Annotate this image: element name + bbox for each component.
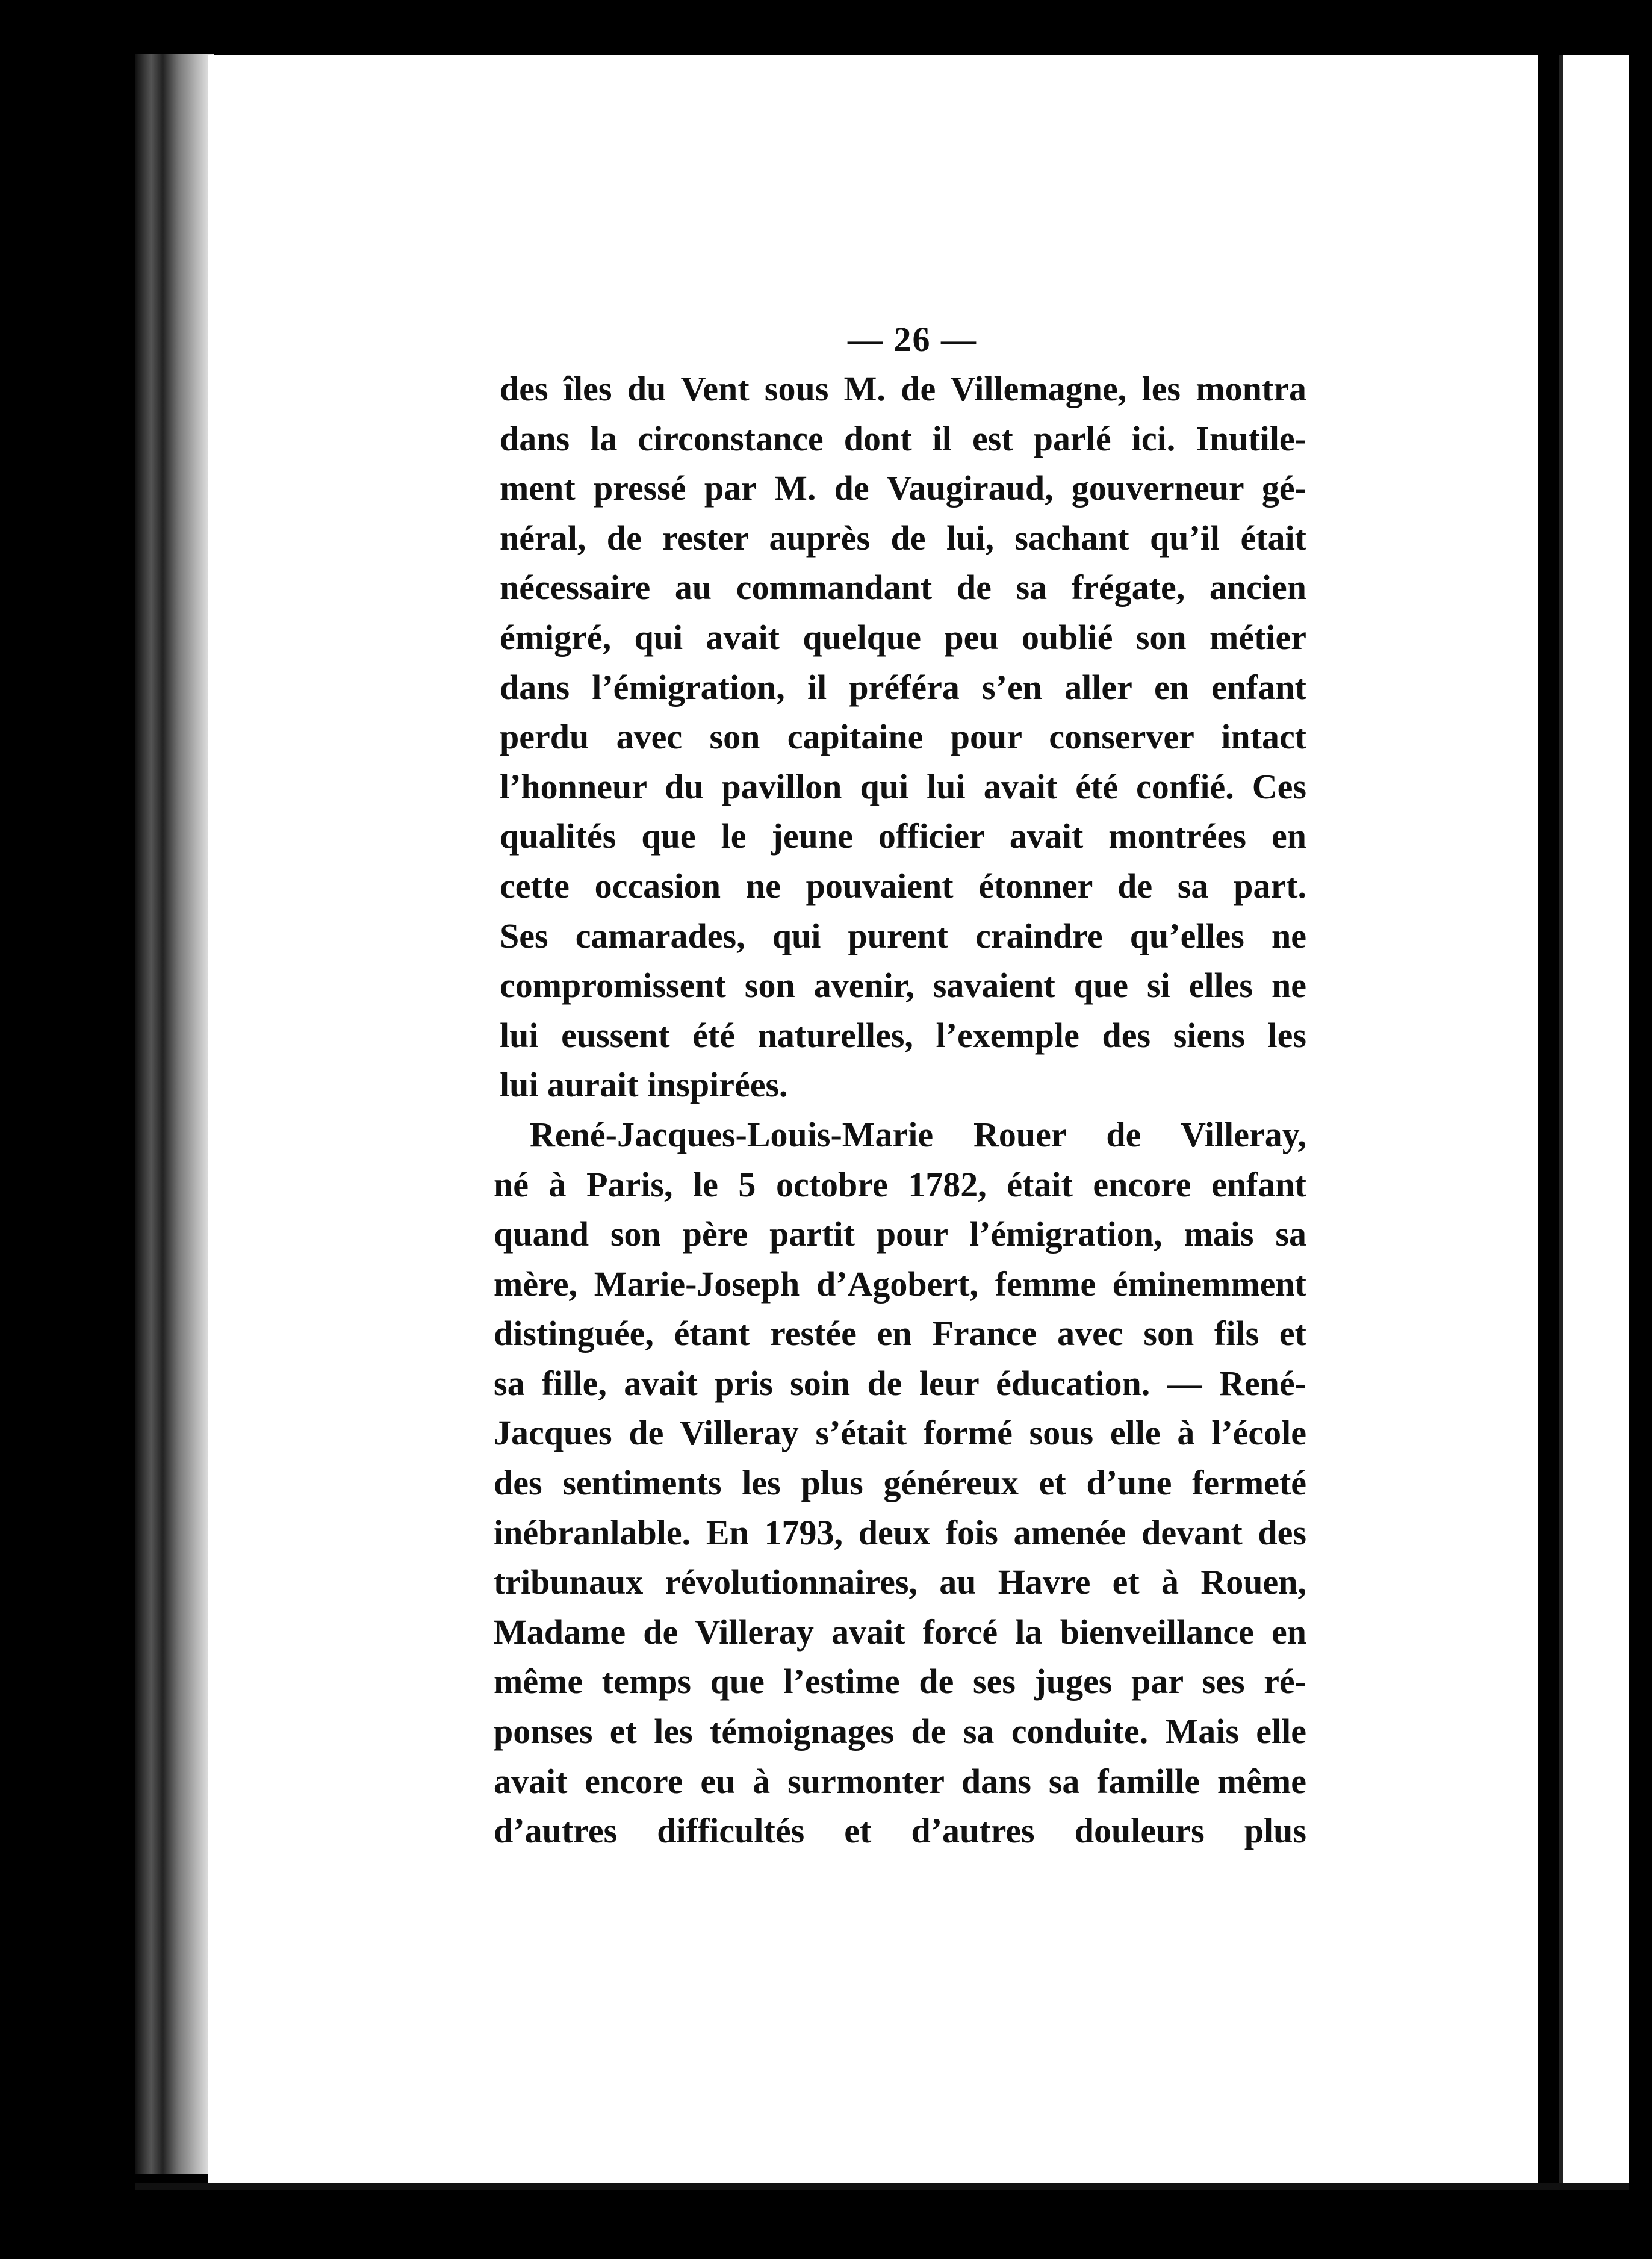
text-line: lui aurait inspirées. — [500, 1065, 788, 1105]
text-line: dans la circonstance dont il est parlé ici. Inutile- — [500, 418, 1306, 458]
facing-page-edge — [1559, 55, 1629, 2187]
text-line: qualités que le jeune officier avait montrées en — [500, 816, 1306, 856]
text-line: compromissent son avenir, savaient que si elles ne — [500, 966, 1306, 1005]
text-line: même temps que l’estime de ses juges par ses ré- — [494, 1662, 1306, 1701]
paragraph-2 — [494, 1110, 1306, 1856]
text-line: Ses camarades, qui purent craindre qu’elles ne — [500, 916, 1306, 955]
text-line: distinguée, étant restée en France avec son fils et — [494, 1314, 1306, 1353]
text-line: sa fille, avait pris soin de leur éducation. — René- — [494, 1363, 1306, 1403]
page-bottom-edge — [135, 2183, 1629, 2190]
text-line: perdu avec son capitaine pour conserver intact — [500, 717, 1306, 757]
text-line: l’honneur du pavillon qui lui avait été confié. Ces — [500, 766, 1306, 806]
text-line: avait encore eu à surmonter dans sa famille même — [494, 1761, 1306, 1801]
text-line: quand son père partit pour l’émigration, mais sa — [494, 1214, 1306, 1254]
text-line: tribunaux révolutionnaires, au Havre et à Rouen, — [494, 1562, 1306, 1602]
text-line: René-Jacques-Louis-Marie Rouer de Villeray, — [530, 1114, 1306, 1154]
text-line: émigré, qui avait quelque peu oublié son métier — [500, 617, 1306, 657]
text-line: ponses et les témoignages de sa conduite. Mais elle — [494, 1712, 1306, 1751]
text-line: des sentiments les plus généreux et d’une fermeté — [494, 1463, 1306, 1503]
text-line: ment pressé par M. de Vaugiraud, gouverneur gé- — [500, 468, 1306, 508]
text-line: né à Paris, le 5 octobre 1782, était encore enfant — [494, 1164, 1306, 1204]
text-line: inébranlable. En 1793, deux fois amenée devant des — [494, 1512, 1306, 1552]
text-line: Jacques de Villeray s’était formé sous elle à l’école — [494, 1413, 1306, 1453]
text-line: néral, de rester auprès de lui, sachant qu’il était — [500, 518, 1306, 558]
page-number: — 26 — — [848, 320, 977, 359]
text-line: Madame de Villeray avait forcé la bienveillance en — [494, 1612, 1306, 1652]
page-body-text — [494, 364, 1306, 1856]
text-line: des îles du Vent sous M. de Villemagne, les montra — [500, 369, 1306, 408]
text-line: mère, Marie-Joseph d’Agobert, femme éminemment — [494, 1264, 1306, 1304]
text-line: lui eussent été naturelles, l’exemple des siens les — [500, 1015, 1306, 1055]
text-line: d’autres difficultés et d’autres douleurs plus — [494, 1811, 1306, 1851]
book-spine-gutter — [135, 54, 214, 2174]
text-line: cette occasion ne pouvaient étonner de sa part. — [500, 866, 1306, 906]
text-line: nécessaire au commandant de sa frégate, ancien — [500, 568, 1306, 607]
text-line: dans l’émigration, il préféra s’en aller en enfant — [500, 667, 1306, 707]
paragraph-1 — [500, 364, 1306, 1110]
